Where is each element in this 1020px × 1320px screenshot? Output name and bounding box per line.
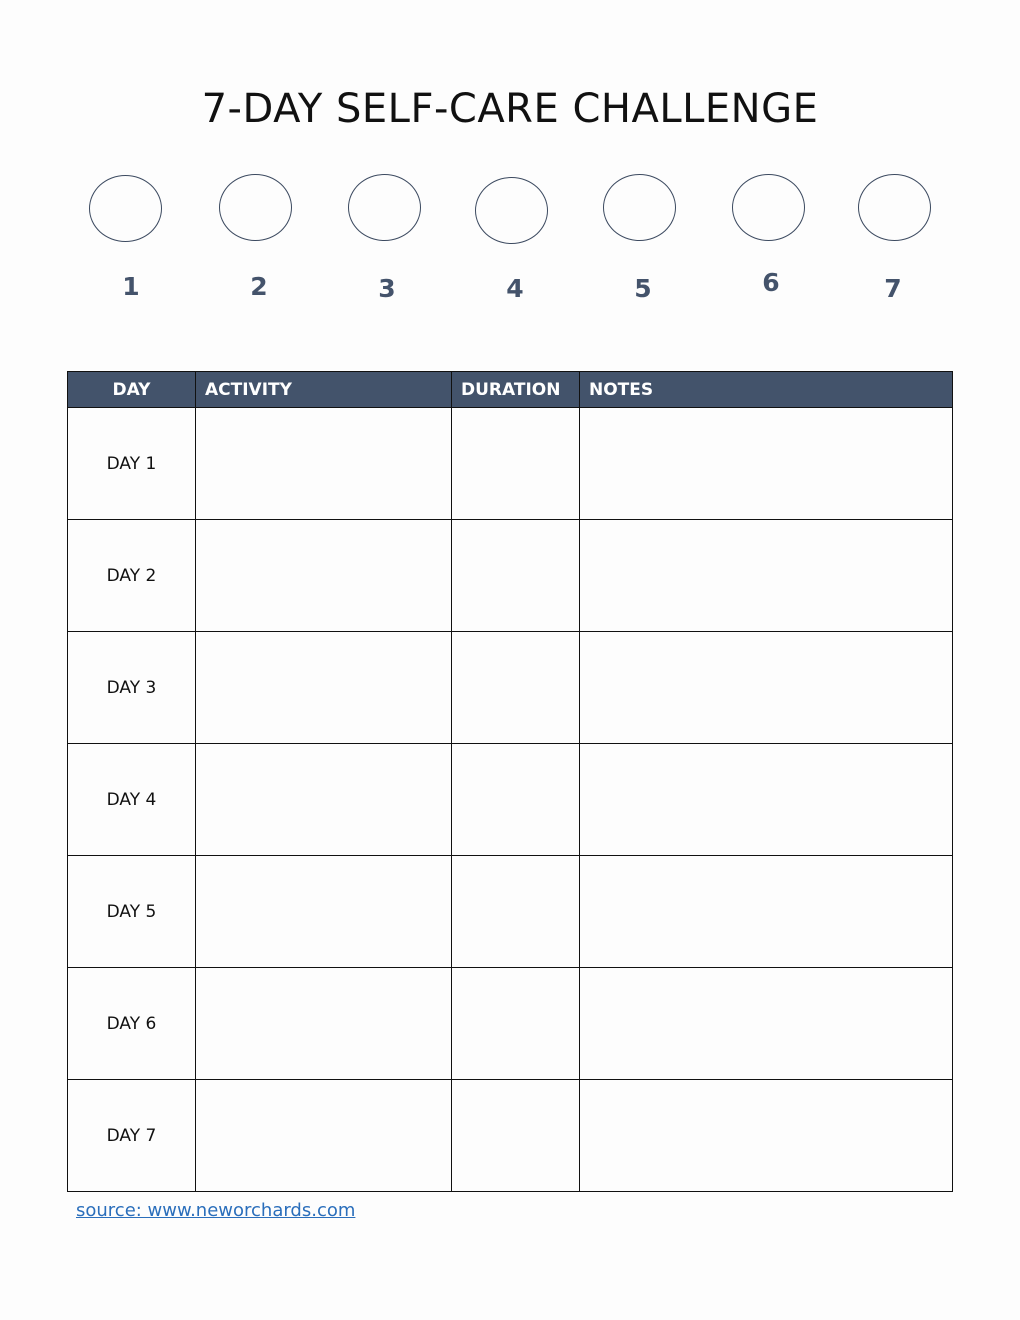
notes-cell[interactable] — [580, 744, 953, 856]
notes-cell[interactable] — [580, 520, 953, 632]
source-link[interactable]: source: www.neworchards.com — [76, 1200, 356, 1221]
header-notes: NOTES — [580, 372, 953, 408]
duration-cell[interactable] — [452, 856, 580, 968]
activity-cell[interactable] — [196, 968, 452, 1080]
checkbox-circle-day-3[interactable] — [348, 174, 421, 241]
duration-cell[interactable] — [452, 408, 580, 520]
checkbox-circle-day-5[interactable] — [603, 174, 676, 241]
duration-cell[interactable] — [452, 632, 580, 744]
activity-cell[interactable] — [196, 520, 452, 632]
header-activity: ACTIVITY — [196, 372, 452, 408]
header-duration: DURATION — [452, 372, 580, 408]
checkbox-circle-day-2[interactable] — [219, 174, 292, 241]
table-row — [68, 1080, 953, 1192]
day-cell: DAY 4 — [68, 744, 196, 856]
activity-cell[interactable] — [196, 1080, 452, 1192]
duration-cell[interactable] — [452, 968, 580, 1080]
table-row — [68, 632, 953, 744]
day-cell: DAY 7 — [68, 1080, 196, 1192]
table-row — [68, 744, 953, 856]
notes-cell[interactable] — [580, 632, 953, 744]
header-day: DAY — [68, 372, 196, 408]
table-row — [68, 520, 953, 632]
notes-cell[interactable] — [580, 856, 953, 968]
notes-cell[interactable] — [580, 1080, 953, 1192]
activity-cell[interactable] — [196, 744, 452, 856]
challenge-table — [67, 371, 953, 1192]
duration-cell[interactable] — [452, 1080, 580, 1192]
duration-cell[interactable] — [452, 520, 580, 632]
day-number: 6 — [762, 268, 780, 297]
table-row — [68, 408, 953, 520]
day-cell: DAY 2 — [68, 520, 196, 632]
checkbox-circle-day-7[interactable] — [858, 174, 931, 241]
activity-cell[interactable] — [196, 632, 452, 744]
activity-cell[interactable] — [196, 408, 452, 520]
day-number: 7 — [884, 274, 902, 303]
page-title: 7-DAY SELF-CARE CHALLENGE — [201, 86, 819, 132]
checkbox-circle-day-4[interactable] — [475, 177, 548, 244]
day-number: 2 — [250, 272, 268, 301]
day-number: 3 — [378, 274, 396, 303]
duration-cell[interactable] — [452, 744, 580, 856]
notes-cell[interactable] — [580, 968, 953, 1080]
day-cell: DAY 6 — [68, 968, 196, 1080]
day-number: 4 — [506, 274, 524, 303]
day-cell: DAY 3 — [68, 632, 196, 744]
checkbox-circle-day-1[interactable] — [89, 175, 162, 242]
activity-cell[interactable] — [196, 856, 452, 968]
table-row — [68, 968, 953, 1080]
day-number: 5 — [634, 274, 652, 303]
day-number: 1 — [122, 272, 140, 301]
table-header — [68, 372, 953, 408]
notes-cell[interactable] — [580, 408, 953, 520]
day-cell: DAY 5 — [68, 856, 196, 968]
table-row — [68, 856, 953, 968]
day-cell: DAY 1 — [68, 408, 196, 520]
checkbox-circle-day-6[interactable] — [732, 174, 805, 241]
